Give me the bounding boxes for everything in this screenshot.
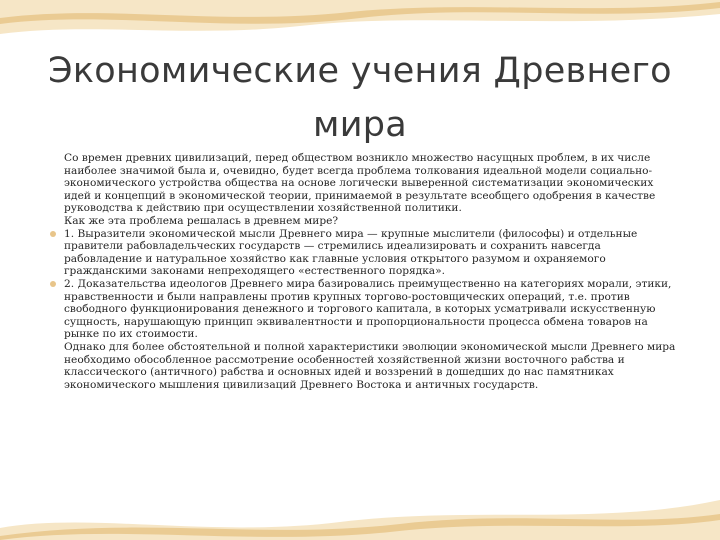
bullet-item-2: [50, 278, 678, 341]
paragraph-question: [50, 215, 678, 228]
paragraph-text: Со времен древних цивилизаций, перед обществом возникло множество насущных проблем, в их числе наиболее значимой была и, очевидно, будет всегда проблема толкования идеальной модели социально-экономического устройства общества на основе логически выверенной систематизации экономических идей и концепций в экономической теории, принимаемой в результате всеобщего одобрения в качестве руководства к действию при осуществлении хозяйственной политики.: [64, 152, 656, 215]
paragraph-conclusion: [50, 341, 678, 391]
bullet-icon: [50, 281, 56, 287]
slide-title: Экономические учения Древнего мира: [48, 51, 672, 145]
paragraph-text: 1. Выразители экономической мысли Древнего мира — крупные мыслители (философы) и отдельные правители рабовладельческих государств — стремились идеализировать и сохранить навсегда рабовладение и натуральное хозяйство как главные условия открытого разумом и охраняемого гражданскими законами непреходящего «естественного порядка».: [64, 227, 638, 278]
bullet-icon: [50, 231, 56, 237]
paragraph-text: 2. Доказательства идеологов Древнего мира базировались преимущественно на категориях морали, этики, нравственности и были направлены против крупных торгово-ростовщических операций, т.е. против свободного функционирования денежного и торгового капитала, в которых усматривали искусственную сущность, нарушающую принцип эквивалентности и пропорциональности процесса обмена товаров на рынке по их стоимости.: [64, 277, 672, 341]
slide-body: [50, 152, 678, 391]
paragraph-text: Как же эта проблема решалась в древнем мире?: [64, 214, 339, 227]
paragraph-text: Однако для более обстоятельной и полной характеристики эволюции экономической мысли Древнего мира необходимо обособленное рассмотрение особенностей хозяйственной жизни восточного рабства и классического (античного) рабства и основных идей и воззрений в дошедших до нас памятниках экономического мышления цивилизаций Древнего Востока и античных государств.: [64, 340, 676, 391]
paragraph-intro: [50, 152, 678, 215]
bullet-item-1: [50, 228, 678, 278]
